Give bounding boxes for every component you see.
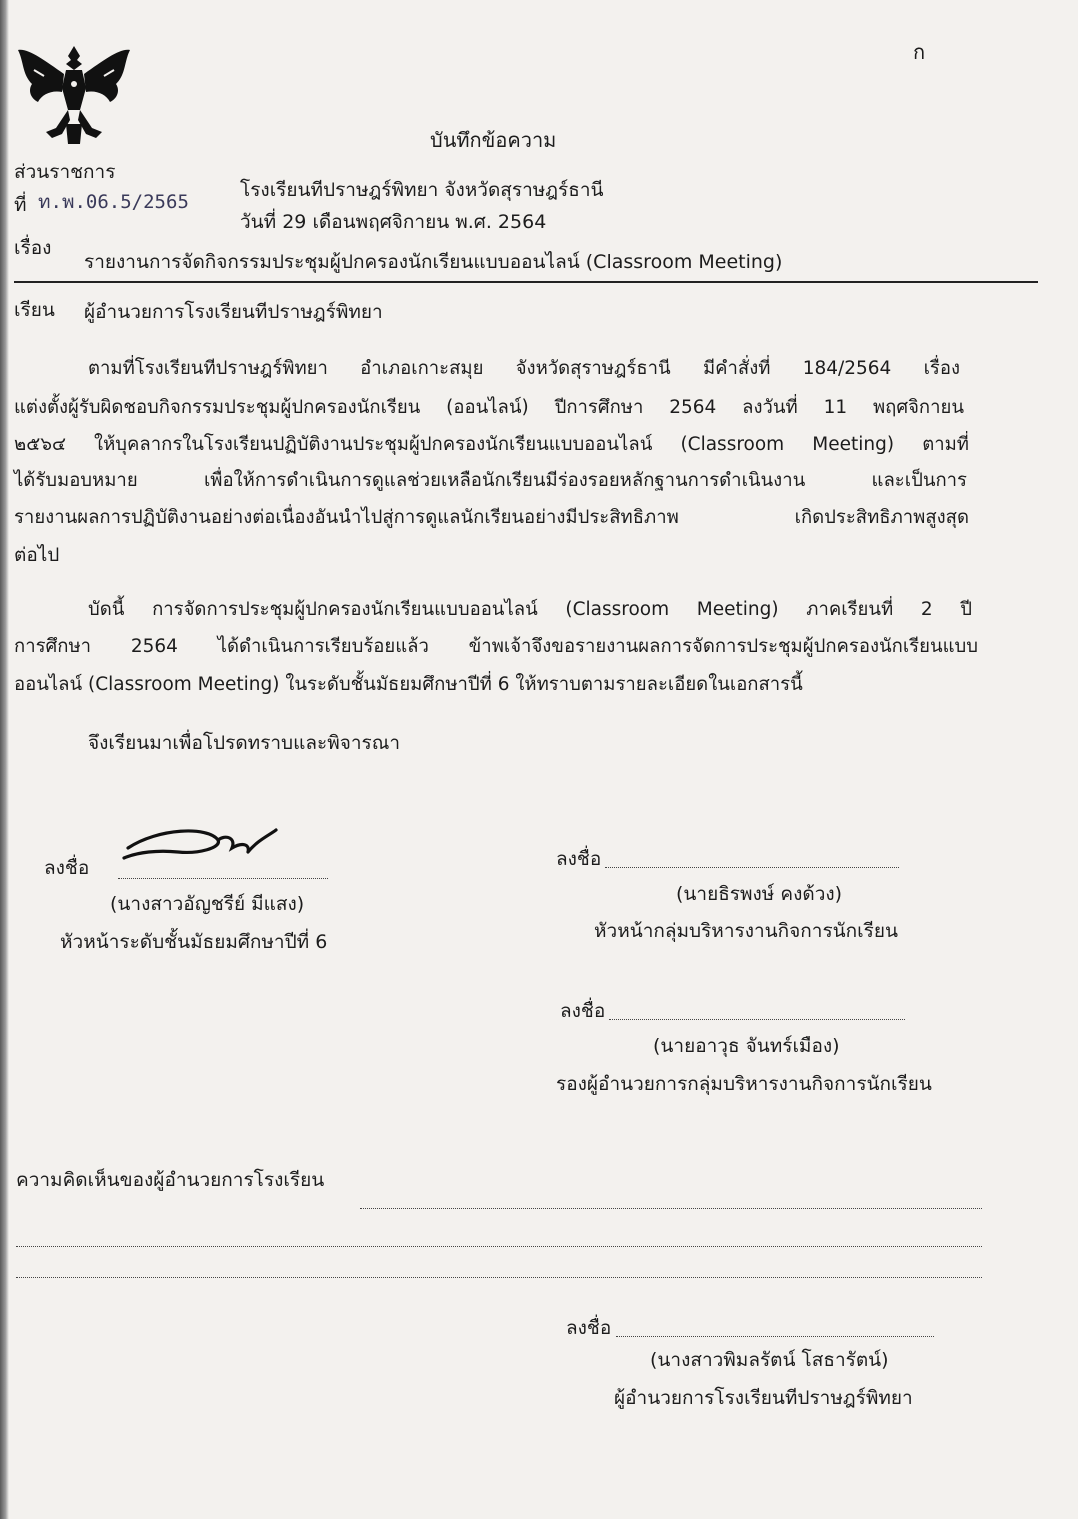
signer4-name: (นางสาวพิมลรัตน์ โสธารัตน์) [650, 1349, 889, 1371]
signer3-title: รองผู้อำนวยการกลุ่มบริหารงานกิจการนักเรียน [556, 1073, 932, 1095]
signer3-name: (นายอาวุธ จันทร์เมือง) [653, 1035, 840, 1057]
signature-line-3 [609, 995, 905, 1020]
signer4-title: ผู้อำนวยการโรงเรียนทีปราษฎร์พิทยา [614, 1387, 913, 1409]
sign-label-1: ลงชื่อ [44, 857, 90, 879]
signer1-name: (นางสาวอัญชรีย์ มีแสง) [110, 893, 305, 915]
closing-text: จึงเรียนมาเพื่อโปรดทราบและพิจารณา [88, 732, 401, 754]
para1-line2: แต่งตั้งผู้รับผิดชอบกิจกรรมประชุมผู้ปกครองนักเรียน (ออนไลน์) ปีการศึกษา 2564 ลงวันที่ 11 พฤศจิกายน [14, 397, 964, 418]
para2-line3: ออนไลน์ (Classroom Meeting) ในระดับชั้นมัธยมศึกษาปีที่ 6 ให้ทราบตามรายละเอียดในเอกสารนี้ [14, 674, 803, 695]
page-mark: ก [913, 40, 926, 64]
para1-line1: ตามที่โรงเรียนทีปราษฎร์พิทยา อำเภอเกาะสมุย จังหวัดสุราษฎร์ธานี มีคำสั่งที่ 184/2564 เรื่อง [88, 358, 960, 379]
page-edge-shadow [0, 0, 9, 1519]
opinion-line-3 [16, 1253, 982, 1278]
garuda-emblem [14, 40, 134, 152]
agency-value: โรงเรียนทีปราษฎร์พิทยา จังหวัดสุราษฎร์ธานี [240, 179, 604, 201]
para2-line2: การศึกษา 2564 ได้ดำเนินการเรียบร้อยแล้ว ข้าพเจ้าจึงขอรายงานผลการจัดการประชุมผู้ปกครองนักเรียนแบบ [14, 636, 978, 657]
date-value: วันที่ 29 เดือนพฤศจิกายน พ.ศ. 2564 [240, 211, 547, 233]
signer2-name: (นายธิรพงษ์ คงด้วง) [676, 883, 843, 905]
sign-label-2: ลงชื่อ [556, 848, 602, 870]
ref-number: ท.พ.06.5/2565 [38, 191, 189, 213]
para1-line4: ได้รับมอบหมาย เพื่อให้การดำเนินการดูแลช่วยเหลือนักเรียนมีร่องรอยหลักฐานการดำเนินงาน และเป็นการ [14, 470, 967, 491]
opinion-line-1 [360, 1184, 982, 1209]
sign-label-4: ลงชื่อ [566, 1317, 612, 1339]
opinion-line-2 [16, 1222, 982, 1247]
header-divider [14, 281, 1038, 283]
signer2-title: หัวหน้ากลุ่มบริหารงานกิจการนักเรียน [594, 920, 898, 942]
handwritten-signature [118, 822, 288, 870]
sign-label-3: ลงชื่อ [560, 1000, 606, 1022]
para1-line6: ต่อไป [14, 544, 60, 566]
para2-line1: บัดนี้ การจัดการประชุมผู้ปกครองนักเรียนแบบออนไลน์ (Classroom Meeting) ภาคเรียนที่ 2 ปี [88, 599, 972, 620]
to-label: เรียน [14, 299, 55, 321]
ref-label: ที่ [14, 194, 27, 216]
to-value: ผู้อำนวยการโรงเรียนทีปราษฎร์พิทยา [84, 301, 383, 323]
signature-line-2 [605, 843, 899, 868]
signer1-title: หัวหน้าระดับชั้นมัธยมศึกษาปีที่ 6 [60, 931, 328, 953]
subject-value: รายงานการจัดกิจกรรมประชุมผู้ปกครองนักเรียนแบบออนไลน์ (Classroom Meeting) [84, 251, 783, 273]
document-title: บันทึกข้อความ [430, 128, 557, 152]
opinion-label: ความคิดเห็นของผู้อำนวยการโรงเรียน [16, 1169, 325, 1191]
para1-line3: ๒๕๖๔ ให้บุคลากรในโรงเรียนปฏิบัติงานประชุมผู้ปกครองนักเรียนแบบออนไลน์ (Classroom Meeting) ตามที่ [14, 434, 969, 455]
signature-line-4 [616, 1312, 934, 1337]
agency-label: ส่วนราชการ [14, 161, 116, 183]
para1-line5: รายงานผลการปฏิบัติงานอย่างต่อเนื่องอันนำไปสู่การดูแลนักเรียนอย่างมีประสิทธิภาพ เกิดประสิทธิภาพสูงสุด [14, 507, 969, 528]
subject-label: เรื่อง [14, 237, 52, 259]
